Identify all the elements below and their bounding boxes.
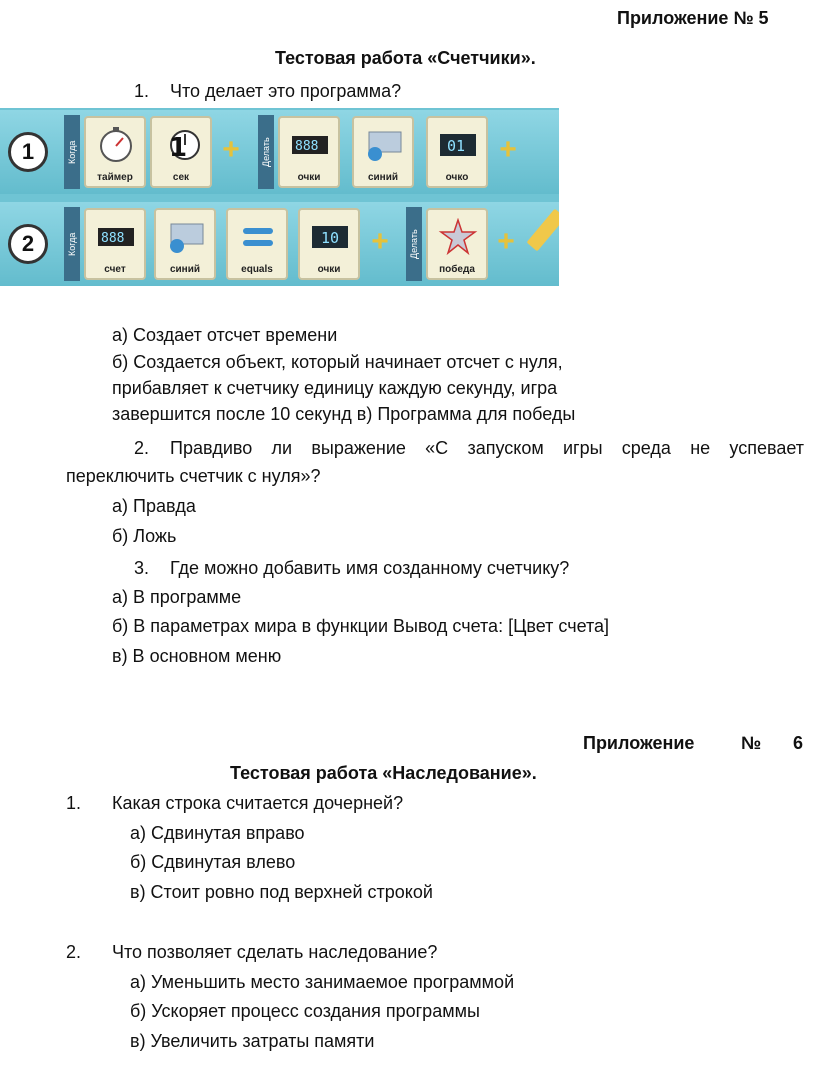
equals-icon bbox=[237, 218, 279, 256]
inherit-q1-answer-c: в) Стоит ровно под верхней строкой bbox=[130, 882, 433, 902]
tile-blue bbox=[154, 208, 216, 280]
appendix-5-title: Тестовая работа «Счетчики». bbox=[275, 48, 536, 68]
digital-counter-icon bbox=[437, 126, 479, 164]
svg-text:10: 10 bbox=[321, 229, 340, 247]
appendix-6-header-word: Приложение bbox=[583, 733, 695, 753]
inherit-q2-answer-a: а) Уменьшить место занимаемое программой bbox=[130, 972, 515, 992]
program-row-1 bbox=[0, 110, 559, 194]
program-row-2 bbox=[0, 202, 559, 286]
inherit-q2-answer-b: б) Ускоряет процесс создания программы bbox=[130, 1001, 480, 1021]
add-when-icon: + bbox=[222, 133, 240, 166]
stopwatch-icon bbox=[95, 126, 137, 164]
tile-caption: победа bbox=[439, 264, 475, 275]
tile-seconds bbox=[150, 116, 212, 188]
score-display-icon bbox=[289, 126, 331, 164]
appendix-6-title: Тестовая работа «Наследование». bbox=[230, 763, 537, 783]
q1-answer-b-cont-2: завершится после 10 секунд в) Программа для победы bbox=[112, 404, 576, 424]
tile-caption: equals bbox=[241, 264, 273, 275]
when-label: Когда bbox=[64, 115, 80, 189]
q2-answer-b: б) Ложь bbox=[112, 526, 177, 546]
question-2-number: 2. bbox=[134, 438, 150, 458]
tile-victory bbox=[426, 208, 488, 280]
question-3-number: 3. bbox=[134, 558, 150, 578]
tile-equals bbox=[226, 208, 288, 280]
tile-points bbox=[298, 208, 360, 280]
row-number: 2 bbox=[8, 224, 48, 264]
question-2-text: Правдиво ли выражение «С запуском игры среда не успевает bbox=[170, 438, 804, 458]
score-display-icon bbox=[95, 218, 137, 256]
blue-counter-icon bbox=[165, 218, 207, 256]
tile-score bbox=[84, 208, 146, 280]
q2-answer-a: а) Правда bbox=[112, 496, 196, 516]
q3-answer-c: в) В основном меню bbox=[112, 646, 282, 666]
q3-answer-b: б) В параметрах мира в функции Вывод счета: [Цвет счета] bbox=[112, 616, 610, 636]
question-1-text: Что делает это программа? bbox=[170, 81, 402, 101]
one-second-icon bbox=[161, 126, 203, 164]
tile-timer bbox=[84, 116, 146, 188]
tile-caption: очки bbox=[297, 172, 321, 183]
appendix-5-header: Приложение № 5 bbox=[617, 8, 769, 28]
inherit-q1-text: Какая строка считается дочерней? bbox=[112, 793, 404, 813]
question-1-number: 1. bbox=[134, 81, 150, 101]
program-image bbox=[0, 108, 559, 286]
tile-caption: счет bbox=[104, 264, 126, 275]
do-label: Делать bbox=[258, 115, 274, 189]
svg-text:1: 1 bbox=[169, 133, 188, 163]
tile-caption: очко bbox=[445, 172, 469, 183]
blue-counter-icon bbox=[363, 126, 405, 164]
add-when-icon: + bbox=[371, 225, 389, 258]
tile-points bbox=[278, 116, 340, 188]
q1-answer-b-cont: прибавляет к счетчику единицу каждую секунду, игра bbox=[112, 378, 558, 398]
victory-icon bbox=[437, 218, 479, 256]
tile-caption: синий bbox=[169, 264, 201, 275]
add-do-icon: + bbox=[499, 133, 517, 166]
svg-text:888: 888 bbox=[295, 139, 319, 154]
inherit-q1-answer-a: а) Сдвинутая вправо bbox=[130, 823, 305, 843]
tile-blue bbox=[352, 116, 414, 188]
question-3-text: Где можно добавить имя созданному счетчику? bbox=[170, 558, 570, 578]
add-do-icon: + bbox=[497, 225, 515, 258]
do-label: Делать bbox=[406, 207, 422, 281]
row-number: 1 bbox=[8, 132, 48, 172]
tile-caption: сек bbox=[172, 172, 190, 183]
appendix-6-header-num: 6 bbox=[793, 733, 804, 753]
tile-point bbox=[426, 116, 488, 188]
q3-answer-a: а) В программе bbox=[112, 587, 242, 607]
q1-answer-a: а) Создает отсчет времени bbox=[112, 325, 338, 345]
inherit-q2-answer-c: в) Увеличить затраты памяти bbox=[130, 1031, 375, 1051]
tile-caption: синий bbox=[367, 172, 399, 183]
appendix-6-header-sign: № bbox=[741, 733, 762, 753]
inherit-q2-text: Что позволяет сделать наследование? bbox=[112, 942, 438, 962]
digital-counter-icon bbox=[309, 218, 351, 256]
q1-answer-b: б) Создается объект, который начинает отсчет с нуля, bbox=[112, 352, 563, 372]
svg-text:888: 888 bbox=[101, 231, 125, 246]
inherit-q2-number: 2. bbox=[66, 942, 82, 962]
inherit-q1-number: 1. bbox=[66, 793, 82, 813]
tile-caption: очки bbox=[317, 264, 341, 275]
svg-text:01: 01 bbox=[447, 137, 466, 155]
tile-caption: таймер bbox=[97, 172, 133, 183]
inherit-q1-answer-b: б) Сдвинутая влево bbox=[130, 852, 296, 872]
when-label: Когда bbox=[64, 207, 80, 281]
question-2-text-cont: переключить счетчик с нуля»? bbox=[66, 466, 321, 486]
